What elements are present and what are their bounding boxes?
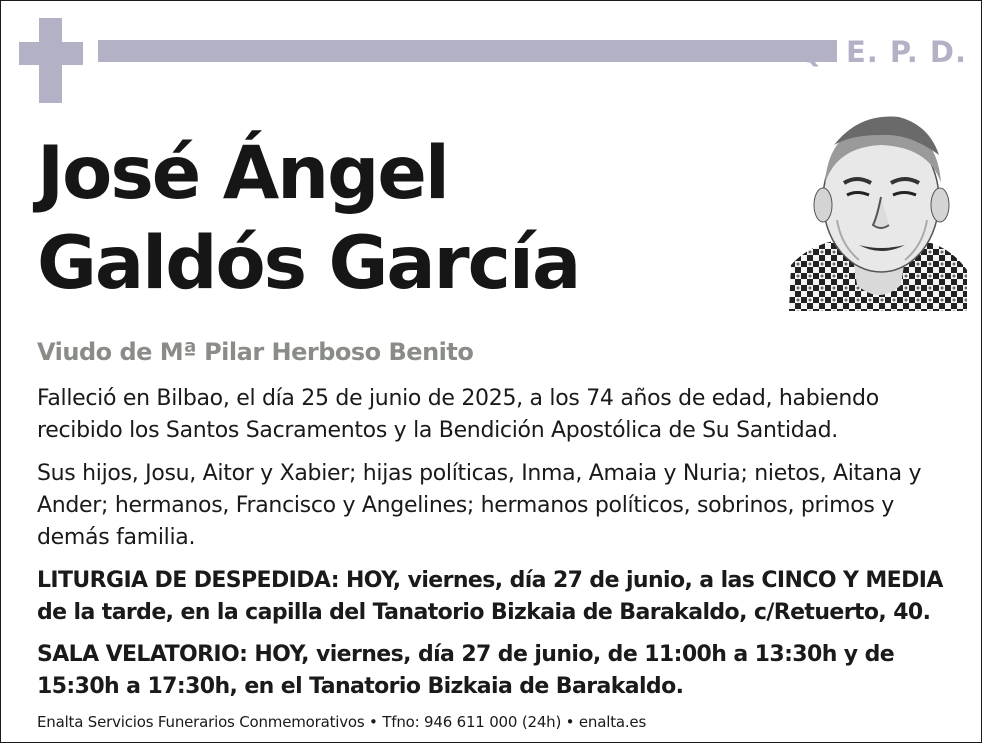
deceased-name [37, 129, 757, 309]
death-notice-paragraph: Falleció en Bilbao, el día 25 de junio de 2025, a los 74 años de edad, habiendo recibido los Santos Sacramentos y la Bendición Apostólica de Su Santidad. [37, 386, 879, 443]
widow-subtitle: Viudo de Mª Pilar Herboso Benito [37, 338, 474, 366]
portrait-photo [789, 105, 967, 311]
wake-paragraph: SALA VELATORIO: HOY, viernes, día 27 de junio, de 11:00h a 13:30h y de 15:30h a 17:30h, en el Tanatorio Bizkaia de Barakaldo. [37, 642, 895, 699]
cross-icon [19, 18, 83, 103]
header-bar [98, 40, 837, 62]
funeral-home-footer: Enalta Servicios Funerarios Conmemorativos • Tfno: 946 611 000 (24h) • enalta.es [37, 713, 647, 731]
name-line-2: Galdós García [37, 221, 580, 306]
liturgy-paragraph: LITURGIA DE DESPEDIDA: HOY, viernes, día 27 de junio, a las CINCO Y MEDIA de la tarde, en la capilla del Tanatorio Bizkaia de Barakaldo, c/Retuerto, 40. [37, 568, 943, 625]
family-paragraph: Sus hijos, Josu, Aitor y Xabier; hijas políticas, Inma, Amaia y Nuria; nietos, Aitana y Ander; hermanos, Francisco y Angelines; hermanos políticos, sobrinos, primos y demás familia. [37, 461, 922, 550]
qepd-label: Q. E. P. D. [797, 35, 967, 69]
name-line-1: José Ángel [37, 131, 448, 216]
